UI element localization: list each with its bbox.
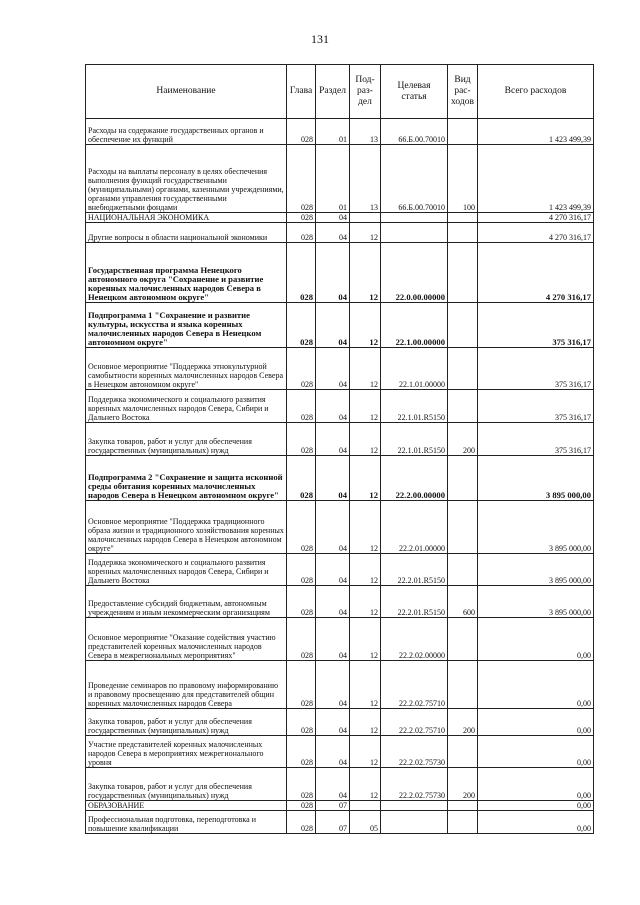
cell-glava: 028 <box>287 736 316 768</box>
cell-podrazdel: 12 <box>350 554 381 586</box>
table-body <box>86 119 594 834</box>
cell-vid: 200 <box>448 423 478 456</box>
cell-vid <box>448 456 478 501</box>
cell-name: ОБРАЗОВАНИЕ <box>86 801 287 811</box>
cell-total: 0,00 <box>478 618 594 661</box>
cell-razdel: 04 <box>316 223 350 243</box>
table-row <box>86 456 594 501</box>
cell-tselevaya: 22.2.02.75730 <box>381 736 448 768</box>
cell-razdel: 04 <box>316 768 350 801</box>
cell-name: НАЦИОНАЛЬНАЯ ЭКОНОМИКА <box>86 213 287 223</box>
cell-podrazdel: 12 <box>350 423 381 456</box>
cell-razdel: 04 <box>316 501 350 554</box>
table-row <box>86 554 594 586</box>
cell-razdel: 04 <box>316 456 350 501</box>
cell-total: 375 316,17 <box>478 390 594 423</box>
table-row <box>86 811 594 834</box>
cell-tselevaya: 22.2.02.75730 <box>381 768 448 801</box>
cell-glava: 028 <box>287 456 316 501</box>
cell-razdel: 04 <box>316 586 350 618</box>
cell-name: Закупка товаров, работ и услуг для обеспечения государственных (муниципальных) нужд <box>86 768 287 801</box>
header-vid: Вид рас- ходов <box>448 65 478 119</box>
cell-total: 1 423 499,39 <box>478 145 594 213</box>
cell-name: Государственная программа Ненецкого автономного округа "Сохранение и развитие коренных малочисленных народов Севера в Ненецком автономном округе" <box>86 243 287 303</box>
cell-tselevaya: 22.2.01.00000 <box>381 501 448 554</box>
cell-total: 1 423 499,39 <box>478 119 594 145</box>
cell-vid: 600 <box>448 586 478 618</box>
cell-total: 3 895 000,00 <box>478 501 594 554</box>
cell-name: Основное мероприятие "Поддержка традиционного образа жизни и традиционного хозяйствования коренных малочисленных народов Севера в Ненецком автономном округе" <box>86 501 287 554</box>
cell-tselevaya: 22.1.01.00000 <box>381 348 448 390</box>
header-razdel: Раздел <box>316 65 350 119</box>
cell-glava: 028 <box>287 501 316 554</box>
cell-tselevaya: 22.1.01.R5150 <box>381 390 448 423</box>
cell-total: 0,00 <box>478 811 594 834</box>
cell-glava: 028 <box>287 661 316 709</box>
cell-razdel: 04 <box>316 554 350 586</box>
cell-podrazdel: 12 <box>350 709 381 736</box>
cell-razdel: 04 <box>316 661 350 709</box>
cell-vid <box>448 348 478 390</box>
cell-tselevaya: 22.2.00.00000 <box>381 456 448 501</box>
cell-name: Основное мероприятие "Поддержка этнокультурной самобытности коренных малочисленных народов Севера в Ненецком автономном округе" <box>86 348 287 390</box>
cell-name: Расходы на выплаты персоналу в целях обеспечения выполнения функций государственными (муниципальными) органами, казенными учреждениями, органами управления государственными внебюджетными фондами <box>86 145 287 213</box>
cell-name: Закупка товаров, работ и услуг для обеспечения государственных (муниципальных) нужд <box>86 709 287 736</box>
cell-podrazdel: 12 <box>350 501 381 554</box>
cell-razdel: 04 <box>316 423 350 456</box>
cell-podrazdel: 12 <box>350 390 381 423</box>
table-row <box>86 618 594 661</box>
cell-podrazdel: 12 <box>350 661 381 709</box>
cell-tselevaya <box>381 801 448 811</box>
cell-glava: 028 <box>287 811 316 834</box>
table-row <box>86 501 594 554</box>
cell-glava: 028 <box>287 801 316 811</box>
cell-razdel: 04 <box>316 736 350 768</box>
cell-razdel: 01 <box>316 145 350 213</box>
cell-podrazdel: 12 <box>350 586 381 618</box>
cell-razdel: 04 <box>316 303 350 348</box>
cell-glava: 028 <box>287 145 316 213</box>
table-row <box>86 243 594 303</box>
cell-tselevaya: 22.2.01.R5150 <box>381 554 448 586</box>
cell-vid: 200 <box>448 768 478 801</box>
table-header-row <box>86 65 594 119</box>
table-row <box>86 661 594 709</box>
table-row <box>86 348 594 390</box>
cell-name: Профессиональная подготовка, переподготовка и повышение квалификации <box>86 811 287 834</box>
cell-glava: 028 <box>287 618 316 661</box>
cell-vid <box>448 303 478 348</box>
cell-podrazdel: 12 <box>350 223 381 243</box>
cell-glava: 028 <box>287 348 316 390</box>
cell-tselevaya <box>381 811 448 834</box>
table-row <box>86 736 594 768</box>
cell-tselevaya: 66.Б.00.70010 <box>381 119 448 145</box>
cell-glava: 028 <box>287 709 316 736</box>
budget-table <box>85 64 594 834</box>
cell-name: Подпрограмма 2 "Сохранение и защита исконной среды обитания коренных малочисленных народов Севера в Ненецком автономном округе" <box>86 456 287 501</box>
cell-total: 4 270 316,17 <box>478 243 594 303</box>
table-row <box>86 423 594 456</box>
cell-razdel: 04 <box>316 390 350 423</box>
table-row <box>86 145 594 213</box>
cell-tselevaya: 22.0.00.00000 <box>381 243 448 303</box>
cell-tselevaya: 22.2.02.75710 <box>381 709 448 736</box>
cell-glava: 028 <box>287 223 316 243</box>
cell-podrazdel <box>350 213 381 223</box>
cell-total: 4 270 316,17 <box>478 223 594 243</box>
cell-total: 375 316,17 <box>478 303 594 348</box>
cell-tselevaya <box>381 213 448 223</box>
cell-podrazdel: 12 <box>350 736 381 768</box>
cell-vid <box>448 213 478 223</box>
cell-razdel: 07 <box>316 811 350 834</box>
table-row <box>86 223 594 243</box>
cell-vid <box>448 661 478 709</box>
cell-total: 3 895 000,00 <box>478 554 594 586</box>
cell-razdel: 04 <box>316 348 350 390</box>
cell-podrazdel: 05 <box>350 811 381 834</box>
cell-tselevaya: 22.2.02.75710 <box>381 661 448 709</box>
cell-name: Участие представителей коренных малочисленных народов Севера в мероприятиях межрегионального уровня <box>86 736 287 768</box>
header-tselevaya: Целевая статья <box>381 65 448 119</box>
cell-razdel: 04 <box>316 213 350 223</box>
cell-glava: 028 <box>287 768 316 801</box>
cell-glava: 028 <box>287 213 316 223</box>
cell-glava: 028 <box>287 119 316 145</box>
header-total: Всего расходов <box>478 65 594 119</box>
cell-name: Предоставление субсидий бюджетным, автономным учреждениям и иным некоммерческим организациям <box>86 586 287 618</box>
cell-razdel: 04 <box>316 618 350 661</box>
cell-vid <box>448 390 478 423</box>
cell-vid <box>448 243 478 303</box>
table-row <box>86 303 594 348</box>
cell-vid <box>448 119 478 145</box>
cell-tselevaya: 22.2.02.00000 <box>381 618 448 661</box>
cell-total: 4 270 316,17 <box>478 213 594 223</box>
cell-name: Закупка товаров, работ и услуг для обеспечения государственных (муниципальных) нужд <box>86 423 287 456</box>
cell-name: Подпрограмма 1 "Сохранение и развитие культуры, искусства и языка коренных малочисленных народов Севера в Ненецком автономном округе" <box>86 303 287 348</box>
table-row <box>86 768 594 801</box>
cell-glava: 028 <box>287 390 316 423</box>
cell-vid: 200 <box>448 709 478 736</box>
cell-razdel: 04 <box>316 709 350 736</box>
cell-vid <box>448 801 478 811</box>
cell-total: 0,00 <box>478 736 594 768</box>
cell-podrazdel: 12 <box>350 618 381 661</box>
cell-name: Расходы на содержание государственных органов и обеспечение их функций <box>86 119 287 145</box>
header-name: Наименование <box>86 65 287 119</box>
cell-total: 375 316,17 <box>478 423 594 456</box>
cell-razdel: 04 <box>316 243 350 303</box>
cell-glava: 028 <box>287 554 316 586</box>
cell-total: 375 316,17 <box>478 348 594 390</box>
cell-total: 0,00 <box>478 709 594 736</box>
cell-name: Поддержка экономического и социального развития коренных малочисленных народов Севера, Сибири и Дальнего Востока <box>86 554 287 586</box>
cell-tselevaya <box>381 223 448 243</box>
cell-vid <box>448 811 478 834</box>
cell-total: 3 895 000,00 <box>478 456 594 501</box>
cell-podrazdel: 12 <box>350 303 381 348</box>
cell-tselevaya: 22.1.01.R5150 <box>381 423 448 456</box>
cell-razdel: 01 <box>316 119 350 145</box>
table-row <box>86 213 594 223</box>
cell-tselevaya: 22.2.01.R5150 <box>381 586 448 618</box>
cell-podrazdel: 13 <box>350 119 381 145</box>
cell-vid <box>448 554 478 586</box>
cell-podrazdel: 12 <box>350 243 381 303</box>
cell-razdel: 07 <box>316 801 350 811</box>
cell-name: Другие вопросы в области национальной экономики <box>86 223 287 243</box>
cell-tselevaya: 22.1.00.00000 <box>381 303 448 348</box>
cell-vid <box>448 501 478 554</box>
table-row <box>86 801 594 811</box>
cell-podrazdel: 13 <box>350 145 381 213</box>
cell-vid <box>448 618 478 661</box>
cell-total: 0,00 <box>478 768 594 801</box>
cell-vid: 100 <box>448 145 478 213</box>
cell-name: Проведение семинаров по правовому информированию и правовому просвещению для представителей общин коренных малочисленных народов Севера <box>86 661 287 709</box>
cell-podrazdel: 12 <box>350 348 381 390</box>
table-row <box>86 119 594 145</box>
cell-total: 0,00 <box>478 661 594 709</box>
table-row <box>86 709 594 736</box>
cell-tselevaya: 66.Б.00.70010 <box>381 145 448 213</box>
cell-glava: 028 <box>287 243 316 303</box>
page-number: 131 <box>311 32 329 46</box>
cell-glava: 028 <box>287 423 316 456</box>
cell-podrazdel: 12 <box>350 456 381 501</box>
cell-glava: 028 <box>287 586 316 618</box>
cell-name: Основное мероприятие "Оказание содействия участию представителей коренных малочисленных народов Севера в межрегиональных мероприятиях" <box>86 618 287 661</box>
cell-total: 0,00 <box>478 801 594 811</box>
cell-vid <box>448 736 478 768</box>
cell-vid <box>448 223 478 243</box>
cell-glava: 028 <box>287 303 316 348</box>
cell-name: Поддержка экономического и социального развития коренных малочисленных народов Севера, Сибири и Дальнего Востока <box>86 390 287 423</box>
table-row <box>86 586 594 618</box>
header-podrazdel: Под- раз- дел <box>350 65 381 119</box>
table-row <box>86 390 594 423</box>
cell-podrazdel: 12 <box>350 768 381 801</box>
cell-total: 3 895 000,00 <box>478 586 594 618</box>
cell-podrazdel <box>350 801 381 811</box>
header-glava: Глава <box>287 65 316 119</box>
